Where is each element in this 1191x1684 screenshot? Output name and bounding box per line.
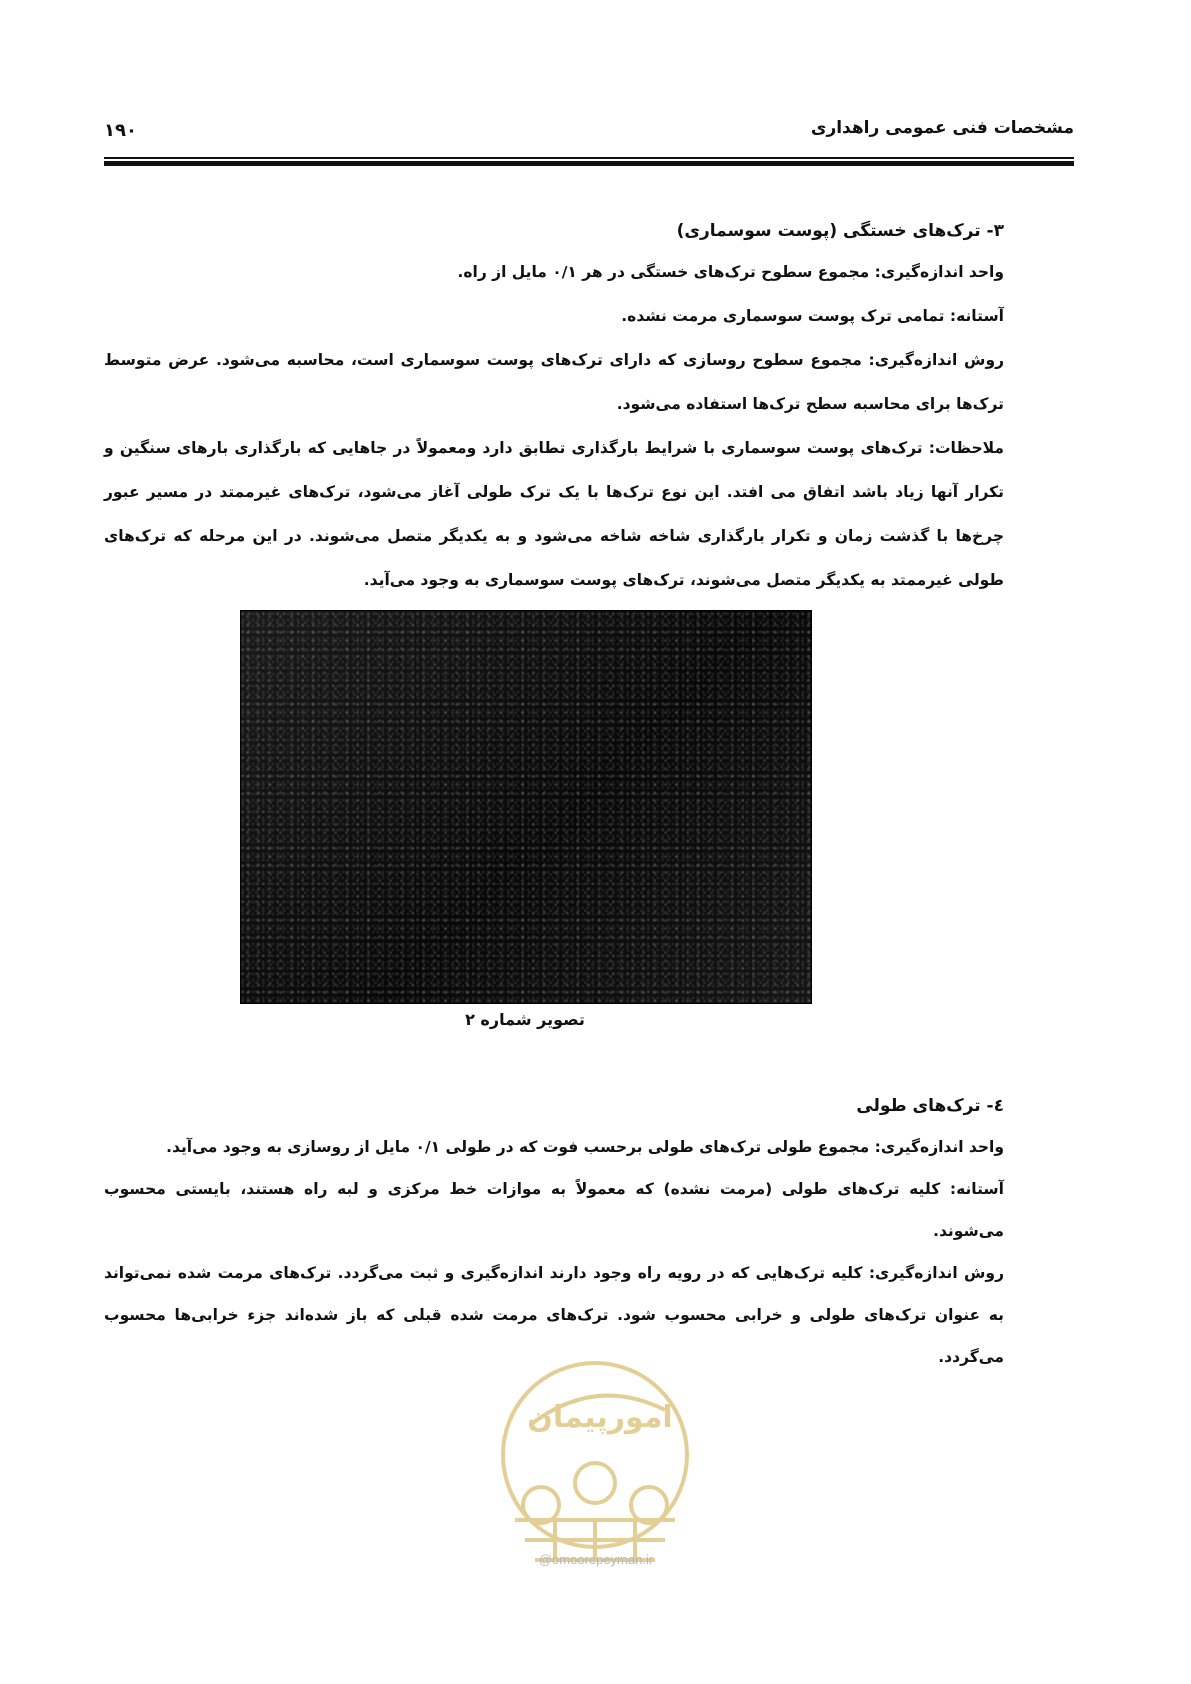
- watermark-url: @omoorepeyman.ir: [538, 1552, 654, 1567]
- section-alligator-cracking: [104, 212, 1004, 602]
- section-heading: ۳- ترک‌های خستگی (پوست سوسماری): [676, 221, 1004, 241]
- threshold: آستانه: کلیه ترک‌های طولی (مرمت نشده) که معمولاً به موازات خط مرکزی و لبه راه هستند، بایستی محسوب می‌شوند.: [104, 1180, 1004, 1240]
- threshold: آستانه: تمامی ترک پوست سوسماری مرمت نشده.: [621, 307, 1004, 325]
- measurement-method: روش اندازه‌گیری: مجموع سطوح روسازی که دارای ترک‌های پوست سوسماری است، محاسبه می‌شود. عرض متوسط ترک‌ها برای محاسبه سطح ترک‌ها استفاده می‌شود.: [104, 351, 1004, 413]
- measurement-unit: واحد اندازه‌گیری: مجموع سطوح ترک‌های خستگی در هر ۰/۱ مایل از راه.: [457, 263, 1004, 281]
- section-longitudinal-cracking: [104, 1086, 1004, 1378]
- figure-caption: تصویر شماره ۲: [465, 1010, 585, 1029]
- measurement-unit: واحد اندازه‌گیری: مجموع طولی ترک‌های طولی برحسب فوت که در طولی ۰/۱ مایل از روسازی به وجود می‌آید.: [166, 1138, 1004, 1156]
- watermark-logo-text: امورپیمان: [527, 1400, 673, 1435]
- measurement-method: روش اندازه‌گیری: کلیه ترک‌هایی که در رویه راه وجود دارند اندازه‌گیری و ثبت می‌گردد. ترک‌های مرمت شده نمی‌تواند به عنوان ترک‌های طولی و خرابی محسوب شود. ترک‌های مرمت شده قبلی که باز شده‌اند جزء خرابی‌ها محسوب می‌گردد.: [104, 1264, 1004, 1366]
- header-rule-thin: [104, 157, 1074, 159]
- notes: ملاحظات: ترک‌های پوست سوسماری با شرایط بارگذاری تطابق دارد ومعمولاً در جاهایی که بارگذاری بارهای سنگین و تکرار آنها زیاد باشد اتفاق می افتد. این نوع ترک‌ها با یک ترک طولی آغاز می‌شود، ترک‌های غیرممتد در مسیر عبور چرخ‌ها با گذشت زمان و تکرار بارگذاری شاخه شاخه می‌شود و به یکدیگر متصل می‌شوند. در این مرحله که ترک‌های طولی غیرممتد به یکدیگر متصل می‌شوند، ترک‌های پوست سوسماری به وجود می‌آید.: [104, 439, 1004, 589]
- alligator-cracking-photo: [240, 610, 812, 1004]
- page-header: [104, 118, 1074, 148]
- header-rule-thick: [104, 161, 1074, 166]
- section-heading: ٤- ترک‌های طولی: [856, 1096, 1004, 1116]
- page-number: ۱۹۰: [104, 120, 137, 141]
- header-title: مشخصات فنی عمومی راهداری: [810, 118, 1074, 138]
